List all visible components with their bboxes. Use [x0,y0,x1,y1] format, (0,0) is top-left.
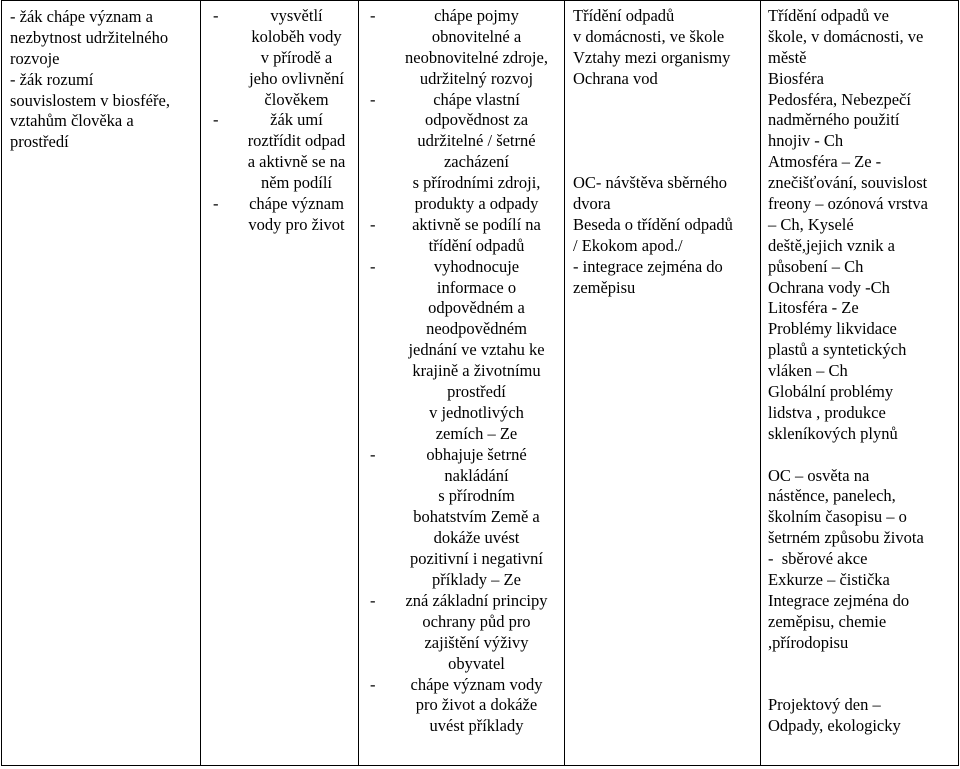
curriculum-table [1,0,959,766]
detailed-outcome-line [359,319,564,340]
detailed-outcome-text: zajištění výživy [424,632,529,652]
detailed-outcome-text: udržitelné / šetrné [417,131,536,151]
subject-outcome-text: vody pro život [248,214,345,234]
dash-marker: - [370,6,376,25]
topic-line: v domácnosti, ve škole [573,26,725,46]
cross-topic-line: nástěnce, panelech, [768,486,896,506]
detailed-outcome-text: chápe význam vody [410,674,543,694]
cross-topic-line: plastů a syntetických [768,340,907,360]
detailed-outcome-line [359,173,564,194]
detailed-outcome-line [359,6,564,27]
outcome-line: nezbytnost udržitelného [10,27,169,47]
detailed-outcome-line [359,278,564,299]
detailed-outcome-text: dokáže uvést [433,528,520,548]
detailed-outcome-text: neodpovědném [426,319,527,339]
subject-outcome-text: chápe význam [249,194,344,214]
detailed-outcome-line [359,654,564,675]
outcome-line: - žák rozumí [10,69,94,89]
detailed-outcome-text: nakládání [444,465,509,485]
topic-line [573,131,760,152]
topic-line: Beseda o třídění odpadů [573,214,733,234]
detailed-outcome-text: uvést příklady [429,716,524,736]
cross-topic-line: - sběrové akce [768,549,868,569]
detailed-outcome-text: bohatstvím Země a [413,507,540,527]
cross-topic-line: Globální problémy [768,382,894,402]
subject-outcome-line [201,110,358,131]
subject-outcome-text: vysvětlí [270,6,323,25]
subject-outcome-line [201,173,358,194]
detailed-outcome-text: s přírodním [438,486,515,506]
detailed-outcome-line [359,445,564,466]
detailed-outcome-line [359,27,564,48]
subject-outcome-line [201,152,358,173]
topic-line: - integrace zejména do [573,256,723,276]
subject-outcome-line [201,27,358,48]
detailed-outcome-text: chápe vlastní [433,89,520,109]
detailed-outcome-line [359,716,564,737]
subject-outcome-line [201,90,358,111]
detailed-outcome-text: obhajuje šetrné [426,444,527,464]
outcome-line: vztahům člověka a [10,111,134,131]
cross-topic-line: městě [768,47,807,67]
cross-topic-line: Atmosféra – Ze - [768,152,882,172]
detailed-outcome-text: informace o [436,277,517,297]
detailed-outcome-line [359,633,564,654]
detailed-outcome-text: třídění odpadů [428,235,525,255]
cross-topic-line: Biosféra [768,68,824,88]
detailed-outcome-text: zemích – Ze [435,423,518,443]
detailed-outcome-line [359,152,564,173]
detailed-outcome-line [359,424,564,445]
detailed-outcome-text: neobnovitelné zdroje, [405,47,548,67]
detailed-outcome-text: aktivně se podílí na [412,214,541,234]
cross-topic-line: deště,jejich vznik a [768,235,895,255]
detailed-outcome-line [359,110,564,131]
detailed-outcome-line [359,549,564,570]
detailed-outcome-text: s přírodními zdroji, [412,173,541,193]
subject-outcome-text: koloběh vody [251,26,342,46]
cross-topic-line: znečišťování, souvislost [768,173,928,193]
cross-topic-line: hnojiv - Ch [768,131,844,151]
detailed-outcome-line [359,298,564,319]
subject-outcome-text: v přírodě a [260,47,333,67]
detailed-outcome-text: odpovědnost za [424,110,529,130]
detailed-outcome-line [359,236,564,257]
topic-line [573,152,760,173]
dash-marker: - [370,89,376,109]
detailed-outcome-text: odpovědném a [428,298,525,318]
detailed-outcome-text: chápe pojmy [434,6,519,25]
cross-topic-line: – Ch, Kyselé [768,214,854,234]
detailed-outcome-line [359,403,564,424]
cross-topic-line: šetrném způsobu života [768,528,924,548]
dash-marker: - [213,6,219,25]
subject-outcome-text: něm podílí [260,173,333,193]
detailed-outcome-line [359,591,564,612]
cross-topic-line: Problémy likvidace [768,319,897,339]
topic-line [573,110,760,131]
cross-topic-line: vláken – Ch [768,361,848,381]
cross-topic-line: Odpady, ekologicky [768,716,901,736]
cross-topics-cell [761,1,959,766]
topic-line: Ochrana vod [573,68,658,88]
cross-topic-line: Třídění odpadů ve [768,6,889,25]
topic-line: / Ekokom apod./ [573,235,683,255]
cross-topic-line: Pedosféra, Nebezpečí [768,89,911,109]
outcome-line: souvislostem v biosféře, [10,90,170,110]
detailed-outcomes-cell [359,1,565,766]
detailed-outcome-text: v jednotlivých [429,402,524,422]
detailed-outcome-text: produkty a odpady [414,194,539,214]
detailed-outcome-text: pro život a dokáže [415,695,538,715]
subject-outcome-line [201,215,358,236]
detailed-outcome-line [359,486,564,507]
detailed-outcome-line [359,90,564,111]
topic-line: OC- návštěva sběrného [573,173,727,193]
cross-topic-line: působení – Ch [768,256,864,276]
detailed-outcome-line [359,507,564,528]
cross-topic-line: ,přírodopisu [768,632,849,652]
subject-outcome-line [201,194,358,215]
cross-topic-line [768,445,958,466]
dash-marker: - [370,444,376,464]
cross-topic-line: skleníkových plynů [768,423,898,443]
cross-topic-line: Exkurze – čistička [768,570,890,590]
detailed-outcome-text: zná základní principy [405,590,548,610]
outcome-line: rozvoje [10,48,60,68]
detailed-outcome-text: prostředí [447,382,506,402]
cross-topic-line [768,654,958,675]
dash-marker: - [370,256,376,276]
subject-outcome-text: roztřídit odpad [247,131,346,151]
table-row [2,1,959,766]
detailed-outcome-line [359,570,564,591]
detailed-outcome-line [359,528,564,549]
subject-outcome-line [201,131,358,152]
outcome-line: prostředí [10,132,69,152]
topic-line: dvora [573,194,611,214]
subject-outcome-text: a aktivně se na [247,152,346,172]
detailed-outcome-text: obyvatel [448,653,505,673]
detailed-outcome-line [359,131,564,152]
subject-outcome-line [201,6,358,27]
topic-line: Vztahy mezi organismy [573,47,731,67]
detailed-outcome-line [359,361,564,382]
detailed-outcome-text: příklady – Ze [432,570,521,590]
cross-topic-line: zeměpisu, chemie [768,611,887,631]
subject-outcome-line [201,48,358,69]
detailed-outcome-line [359,257,564,278]
detailed-outcome-text: udržitelný rozvoj [419,68,534,88]
detailed-outcome-line [359,382,564,403]
detailed-outcome-line [359,215,564,236]
topic-line: zeměpisu [573,277,636,297]
detailed-outcome-text: vyhodnocuje [433,256,520,276]
dash-marker: - [213,110,219,130]
subject-outcome-text: jeho ovlivnění [249,68,344,88]
outcomes-cell [2,1,201,766]
detailed-outcome-line [359,340,564,361]
detailed-outcome-line [359,194,564,215]
cross-topic-line: freony – ozónová vrstva [768,194,928,214]
subject-outcome-text: člověkem [264,89,329,109]
cross-topic-line: Projektový den – [768,695,881,715]
detailed-outcome-line [359,675,564,696]
outcome-line: - žák chápe význam a [10,7,153,26]
cross-topic-line: Litosféra - Ze [768,298,859,318]
detailed-outcome-line [359,48,564,69]
subject-outcome-line [201,69,358,90]
topics-cell [565,1,761,766]
subject-outcomes-cell [201,1,359,766]
detailed-outcome-line [359,612,564,633]
detailed-outcome-line [359,69,564,90]
detailed-outcome-text: ochrany půd pro [422,611,531,631]
detailed-outcome-line [359,695,564,716]
cross-topic-line: nadměrného použití [768,110,900,130]
cross-topic-line: lidstva , produkce [768,402,886,422]
detailed-outcome-text: obnovitelné a [431,26,522,46]
detailed-outcome-text: zacházení [443,152,510,172]
cross-topic-line: OC – osvěta na [768,465,870,485]
cross-topic-line: školním časopisu – o [768,507,907,527]
dash-marker: - [370,674,376,694]
cross-topic-line: škole, v domácnosti, ve [768,26,924,46]
detailed-outcome-text: pozitivní i negativní [410,549,543,569]
cross-topic-line: Integrace zejména do [768,590,910,610]
topic-line [573,90,760,111]
detailed-outcome-text: krajině a životnímu [412,361,541,381]
dash-marker: - [370,214,376,234]
dash-marker: - [213,194,219,214]
topic-line: Třídění odpadů [573,6,675,25]
detailed-outcome-line [359,466,564,487]
subject-outcome-text: žák umí [270,110,323,130]
cross-topic-line: Ochrana vody -Ch [768,277,890,297]
cross-topic-line [768,675,958,696]
dash-marker: - [370,590,376,610]
detailed-outcome-text: jednání ve vztahu ke [408,340,545,360]
